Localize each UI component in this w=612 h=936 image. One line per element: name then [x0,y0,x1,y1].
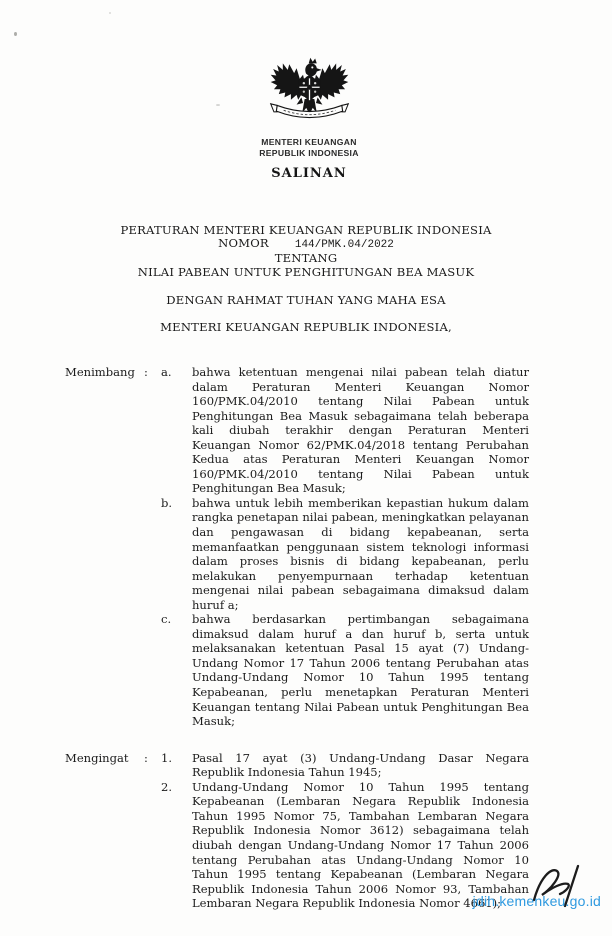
mengingat-item-2 [161,780,529,911]
jdih-watermark-link[interactable]: jdih.kemenkeu.go.id [472,893,601,909]
regulation-subject: NILAI PABEAN UNTUK PENGHITUNGAN BEA MASUK [137,264,475,279]
regulation-number-line [0,237,612,252]
menimbang-label: Menimbang [65,365,135,379]
item-text: bahwa berdasarkan pertimbangan sebagaimana dimaksud dalam huruf a dan huruf b, serta untuk melaksanakan ketentuan Pasal 15 ayat (7) Undang-Undang Nomor 17 Tahun 2006 tentang Perubahan atas Undang-Undang Nomor 10 Tahun 1995 tentang Kepabeanan, perlu menetapkan Peraturan Menteri Keuangan tentang Nilai Pabean untuk Penghitungan Bea Masuk; [192,612,529,729]
nomor-label: NOMOR [218,236,269,251]
ministry-name: MENTERI KEUANGAN [261,137,357,147]
scan-speck [109,12,111,14]
item-marker: 2. [161,779,173,794]
item-text: bahwa ketentuan mengenai nilai pabean telah diatur dalam Peraturan Menteri Keuangan Nomor 160/PMK.04/2010 tentang Nilai Pabean untuk Penghitungan Bea Masuk sebagaimana telah beberapa kali diubah terakhir dengan Peraturan Menteri Keuangan Nomor 62/PMK.04/2018 tentang Perubahan Kedua atas Peraturan Menteri Keuangan Nomor 160/PMK.04/2010 tentang Nilai Pabean untuk Penghitungan Bea Masuk; [192,365,529,496]
garuda-eye [311,66,313,68]
item-text: Pasal 17 ayat (3) Undang-Undang Dasar Negara Republik Indonesia Tahun 1945; [192,750,529,780]
item-marker: 1. [161,750,173,765]
item-text: bahwa untuk lebih memberikan kepastian hukum dalam rangka penetapan nilai pabean, meningkatkan pelayanan dan pengawasan di bidang kepabeanan, serta memanfaatkan penggunaan sistem teknologi informasi dalam proses bisnis di bidang kepabeanan, perlu melakukan penyempurnaan terhadap ketentuan mengenai nilai pabean sebagaimana dimaksud dalam huruf a; [192,495,529,612]
preamble-clauses [65,365,529,911]
tentang-label: TENTANG [274,251,338,266]
mengingat-item-1 [161,751,529,780]
menimbang-section: Menimbang : a. bahwa ketentuan mengenai nilai pabean telah diatur dalam Peraturan Menteri Keuangan Nomor 160/PMK.04/2010 tentang Nilai Pabean untuk Penghitungan Bea Masuk sebagaimana telah beberapa kali diubah terakhir dengan Peraturan Menteri Keuangan Nomor 62/PMK.04/2018 tentang Perubahan Kedua atas Peraturan Menteri Keuangan Nomor 160/PMK.04/2010 tentang Nilai Pabean untuk Penghitungan Bea Masuk; b. bahwa untuk lebih memberikan kepastian hukum dalam rangka penetapan nilai pabean, meningkatkan pelayanan dan pengawasan di bidang kepabeanan, serta memanfaatkan penggunaan sistem teknologi informasi dalam proses bisnis di bidang kepabeanan, perlu melakukan penyempurnaan terhadap ketentuan mengenai nilai pabean sebagaimana dimaksud dalam huruf a; c. bahwa berdasarkan pertimbangan sebagaimana dimaksud dalam huruf a dan huruf b, serta untuk melaksanakan ketentuan Pasal 15 ayat (7) Undang-Undang Nomor 17 Tahun 2006 tentang Perubahan atas Undang-Undang Nomor 10 Tahun 1995 tentang Kepabeanan, perlu menetapkan Peraturan Menteri Keuangan tentang Nilai Pabean untuk Penghitungan Bea Masuk; [65,365,529,729]
nomor-value: 144/PMK.04/2022 [294,239,394,252]
letterhead [3,53,612,181]
scan-speck [14,32,17,36]
menimbang-item-b [161,496,529,612]
issuer-line: MENTERI KEUANGAN REPUBLIK INDONESIA, [160,320,452,335]
item-text: Undang-Undang Nomor 10 Tahun 1995 tentang Kepabeanan (Lembaran Negara Republik Indonesia Tahun 1995 Nomor 75, Tambahan Lembaran Negara Republik Indonesia Nomor 3612) sebagaimana telah diubah dengan Undang-Undang Nomor 17 Tahun 2006 tentang Perubahan atas Undang-Undang Nomor 10 Tahun 1995 tentang Kepabeanan (Lembaran Negara Republik Indonesia Tahun 2006 Nomor 93, Tambahan Lembaran Negara Republik Indonesia Nomor 4661); [192,779,529,911]
menimbang-item-c [161,612,529,728]
item-marker: b. [161,495,173,510]
regulation-title-block [0,224,612,334]
copy-stamp-label: SALINAN [271,166,347,181]
garuda-pancasila-icon [261,53,358,132]
mengingat-section: Mengingat : 1. Pasal 17 ayat (3) Undang-Undang Dasar Negara Republik Indonesia Tahun 1945; 2. Undang-Undang Nomor 10 Tahun 1995 tentang Kepabeanan (Lembaran Negara Republik Indonesia Tahun 1995 Nomor 75, Tambahan Lembaran Negara Republik Indonesia Nomor 3612) sebagaimana telah diubah dengan Undang-Undang Nomor 17 Tahun 2006 tentang Perubahan atas Undang-Undang Nomor 10 Tahun 1995 tentang Kepabeanan (Lembaran Negara Republik Indonesia Tahun 2006 Nomor 93, Tambahan Lembaran Negara Republik Indonesia Nomor 4661); [65,750,529,911]
menimbang-item-a [161,365,529,496]
invocation-line: DENGAN RAHMAT TUHAN YANG MAHA ESA [166,292,446,307]
item-marker: c. [161,612,172,627]
regulation-title-line: PERATURAN MENTERI KEUANGAN REPUBLIK INDONESIA [120,223,492,237]
ministry-country: REPUBLIK INDONESIA [259,148,359,158]
mengingat-label: Mengingat [65,750,129,765]
item-marker: a. [161,365,172,379]
